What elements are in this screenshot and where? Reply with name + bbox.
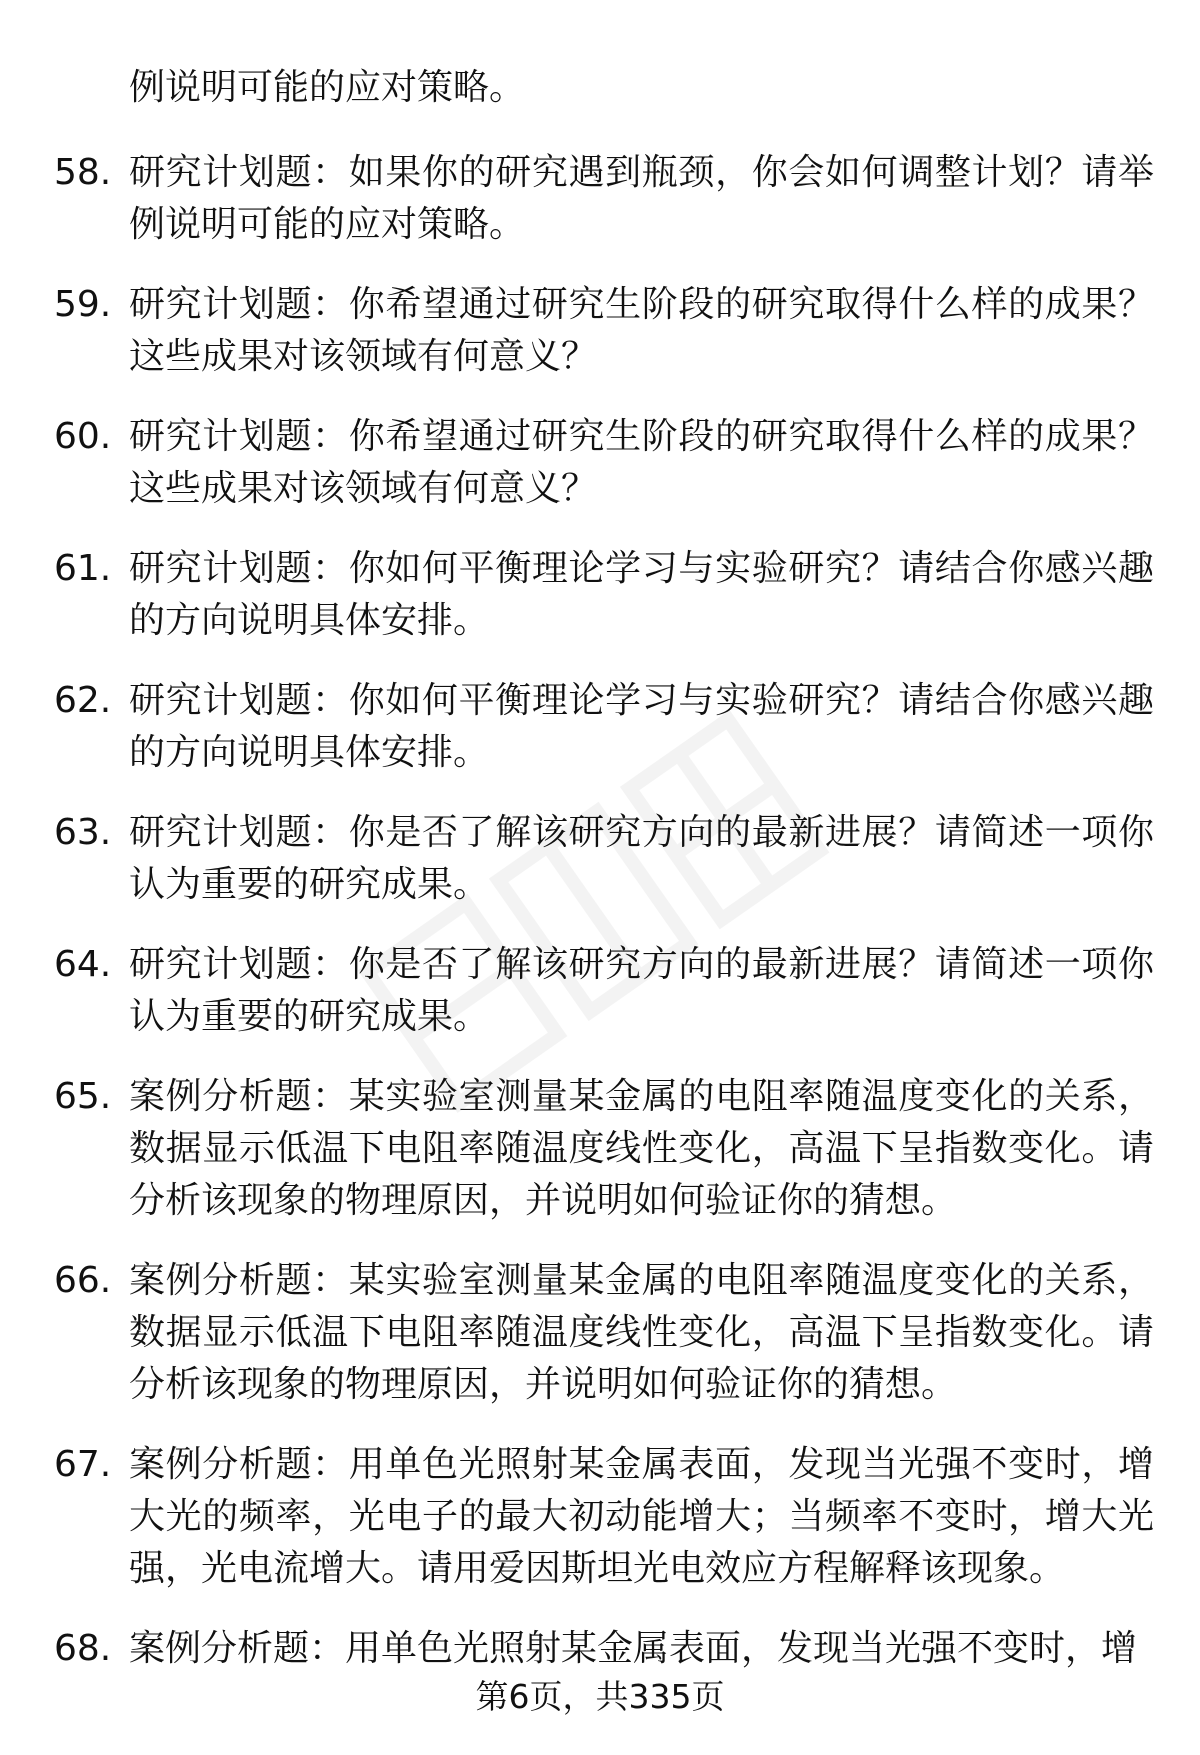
question-number: 62.	[54, 680, 112, 721]
question-item	[54, 147, 1154, 251]
question-number: 59.	[54, 284, 112, 325]
question-item	[54, 675, 1154, 779]
question-number: 67.	[54, 1444, 112, 1485]
question-item	[54, 411, 1154, 515]
question-text: 研究计划题：你如何平衡理论学习与实验研究？请结合你感兴趣的方向说明具体安排。	[129, 680, 1154, 773]
question-item	[54, 279, 1154, 383]
page-footer: 第6页，共335页	[475, 1677, 725, 1716]
question-number: 66.	[54, 1260, 112, 1301]
question-text: 研究计划题：你希望通过研究生阶段的研究取得什么样的成果？这些成果对该领域有何意义？	[129, 284, 1154, 377]
question-item	[54, 1071, 1154, 1227]
question-text: 研究计划题：你是否了解该研究方向的最新进展？请简述一项你认为重要的研究成果。	[129, 812, 1154, 905]
question-text: 案例分析题：某实验室测量某金属的电阻率随温度变化的关系，数据显示低温下电阻率随温度线性变化，高温下呈指数变化。请分析该现象的物理原因，并说明如何验证你的猜想。	[129, 1076, 1154, 1221]
question-number: 61.	[54, 548, 112, 589]
question-number: 64.	[54, 944, 112, 985]
question-item	[54, 1255, 1154, 1411]
question-number: 65.	[54, 1076, 112, 1117]
question-text: 案例分析题：某实验室测量某金属的电阻率随温度变化的关系，数据显示低温下电阻率随温度线性变化，高温下呈指数变化。请分析该现象的物理原因，并说明如何验证你的猜想。	[129, 1260, 1154, 1405]
continued-text: 例说明可能的应对策略。	[129, 67, 526, 108]
question-item	[54, 1623, 1154, 1675]
question-text: 案例分析题：用单色光照射某金属表面，发现当光强不变时，增大光的频率，光电子的最大初动能增大；当频率不变时，增大光强，光电流增大。请用爱因斯坦光电效应方程解释该现象。	[129, 1444, 1154, 1589]
question-number: 58.	[54, 152, 112, 193]
question-list	[54, 147, 1154, 1703]
question-item	[54, 1439, 1154, 1595]
question-text: 研究计划题：你如何平衡理论学习与实验研究？请结合你感兴趣的方向说明具体安排。	[129, 548, 1154, 641]
question-text: 研究计划题：你希望通过研究生阶段的研究取得什么样的成果？这些成果对该领域有何意义？	[129, 416, 1154, 509]
question-item	[54, 543, 1154, 647]
question-number: 60.	[54, 416, 112, 457]
question-number: 68.	[54, 1628, 112, 1669]
question-text: 研究计划题：你是否了解该研究方向的最新进展？请简述一项你认为重要的研究成果。	[129, 944, 1154, 1037]
question-item	[54, 807, 1154, 911]
question-text: 案例分析题：用单色光照射某金属表面，发现当光强不变时，增	[129, 1628, 1138, 1669]
question-item	[54, 939, 1154, 1043]
question-number: 63.	[54, 812, 112, 853]
question-text: 研究计划题：如果你的研究遇到瓶颈，你会如何调整计划？请举例说明可能的应对策略。	[129, 152, 1154, 245]
